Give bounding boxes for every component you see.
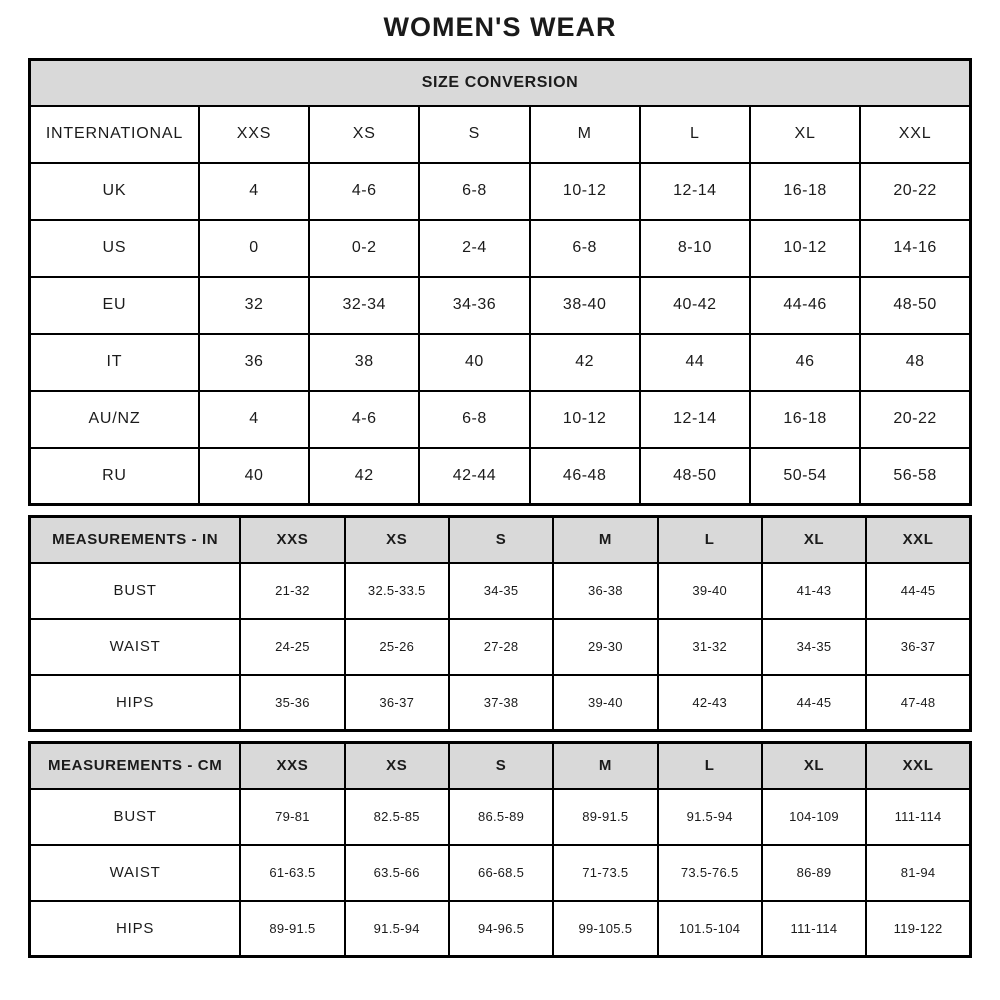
table-cell: 94-96.5 [449, 901, 553, 957]
column-header-row [30, 517, 971, 563]
table-cell: 46-48 [530, 448, 640, 505]
table-cell: 20-22 [860, 163, 970, 220]
table-row [30, 675, 971, 731]
column-header-row [30, 106, 971, 163]
table-row [30, 391, 971, 448]
table-cell: 35-36 [240, 675, 344, 731]
table-cell: 91.5-94 [658, 789, 762, 845]
table-cell: 50-54 [750, 448, 860, 505]
table-cell: 40-42 [640, 277, 750, 334]
table-cell: 40 [419, 334, 529, 391]
table-cell: 61-63.5 [240, 845, 344, 901]
table-cell: 29-30 [553, 619, 657, 675]
table-cell: 66-68.5 [449, 845, 553, 901]
table-cell: 32-34 [309, 277, 419, 334]
table-cell: 71-73.5 [553, 845, 657, 901]
row-label: UK [30, 163, 199, 220]
table-cell: 82.5-85 [345, 789, 449, 845]
table-cell: 36-38 [553, 563, 657, 619]
table-cell: 48 [860, 334, 970, 391]
column-header: L [640, 106, 750, 163]
row-label: HIPS [30, 675, 241, 731]
table-cell: 48-50 [860, 277, 970, 334]
table-cell: 42 [309, 448, 419, 505]
table-cell: 10-12 [530, 163, 640, 220]
table-cell: 47-48 [866, 675, 970, 731]
column-header: XXL [860, 106, 970, 163]
table-cell: 34-36 [419, 277, 529, 334]
column-header-row [30, 743, 971, 789]
row-label: BUST [30, 789, 241, 845]
table-cell: 12-14 [640, 391, 750, 448]
table-title: SIZE CONVERSION [30, 60, 971, 106]
table-row [30, 789, 971, 845]
table-row [30, 845, 971, 901]
row-label: WAIST [30, 619, 241, 675]
table-cell: 44-45 [762, 675, 866, 731]
table-cell: 21-32 [240, 563, 344, 619]
table-cell: 4-6 [309, 163, 419, 220]
table-row [30, 163, 971, 220]
table-cell: 2-4 [419, 220, 529, 277]
table-cell: 24-25 [240, 619, 344, 675]
table-cell: 4 [199, 163, 309, 220]
column-header: XS [309, 106, 419, 163]
table-cell: 32 [199, 277, 309, 334]
table-cell: 37-38 [449, 675, 553, 731]
table-cell: 36-37 [345, 675, 449, 731]
table-cell: 36-37 [866, 619, 970, 675]
table-cell: 63.5-66 [345, 845, 449, 901]
table-row [30, 277, 971, 334]
table-cell: 119-122 [866, 901, 970, 957]
row-label: WAIST [30, 845, 241, 901]
table-cell: 38 [309, 334, 419, 391]
row-label: AU/NZ [30, 391, 199, 448]
table-cell: 42-44 [419, 448, 529, 505]
table-cell: 44-46 [750, 277, 860, 334]
column-header: XXL [866, 517, 970, 563]
table-cell: 89-91.5 [553, 789, 657, 845]
measurements-cm-table [28, 741, 972, 958]
size-chart-sheet [28, 12, 972, 958]
table-cell: 38-40 [530, 277, 640, 334]
table-row [30, 220, 971, 277]
table-cell: 6-8 [530, 220, 640, 277]
table-cell: 4 [199, 391, 309, 448]
table-cell: 32.5-33.5 [345, 563, 449, 619]
table-cell: 42 [530, 334, 640, 391]
table-cell: 4-6 [309, 391, 419, 448]
table-cell: 111-114 [866, 789, 970, 845]
column-header: L [658, 743, 762, 789]
table-cell: 91.5-94 [345, 901, 449, 957]
column-header: MEASUREMENTS - CM [30, 743, 241, 789]
row-label: BUST [30, 563, 241, 619]
table-title-row [30, 60, 971, 106]
table-row [30, 448, 971, 505]
column-header: XL [750, 106, 860, 163]
row-label: RU [30, 448, 199, 505]
table-cell: 99-105.5 [553, 901, 657, 957]
column-header: L [658, 517, 762, 563]
row-label: HIPS [30, 901, 241, 957]
table-cell: 40 [199, 448, 309, 505]
column-header: XS [345, 517, 449, 563]
page-title: WOMEN'S WEAR [383, 12, 617, 42]
table-cell: 16-18 [750, 391, 860, 448]
table-cell: 79-81 [240, 789, 344, 845]
table-cell: 6-8 [419, 163, 529, 220]
table-cell: 34-35 [449, 563, 553, 619]
table-cell: 44 [640, 334, 750, 391]
column-header: XXS [240, 743, 344, 789]
table-cell: 0 [199, 220, 309, 277]
size-conversion-grid [28, 58, 972, 506]
table-cell: 12-14 [640, 163, 750, 220]
table-cell: 27-28 [449, 619, 553, 675]
table-cell: 39-40 [553, 675, 657, 731]
table-cell: 48-50 [640, 448, 750, 505]
column-header: XL [762, 743, 866, 789]
column-header: XXL [866, 743, 970, 789]
table-cell: 20-22 [860, 391, 970, 448]
table-row [30, 563, 971, 619]
column-header: M [553, 517, 657, 563]
column-header: XL [762, 517, 866, 563]
measurements-cm-grid [28, 741, 972, 958]
column-header: XXS [199, 106, 309, 163]
table-cell: 14-16 [860, 220, 970, 277]
table-cell: 89-91.5 [240, 901, 344, 957]
table-cell: 31-32 [658, 619, 762, 675]
row-label: EU [30, 277, 199, 334]
table-row [30, 334, 971, 391]
column-header: MEASUREMENTS - IN [30, 517, 241, 563]
table-cell: 73.5-76.5 [658, 845, 762, 901]
table-cell: 16-18 [750, 163, 860, 220]
table-cell: 10-12 [530, 391, 640, 448]
row-label: IT [30, 334, 199, 391]
column-header: S [449, 517, 553, 563]
column-header: XXS [240, 517, 344, 563]
table-cell: 86-89 [762, 845, 866, 901]
table-cell: 42-43 [658, 675, 762, 731]
column-header: INTERNATIONAL [30, 106, 199, 163]
column-header: M [530, 106, 640, 163]
table-cell: 81-94 [866, 845, 970, 901]
table-cell: 86.5-89 [449, 789, 553, 845]
table-cell: 101.5-104 [658, 901, 762, 957]
measurements-in-grid [28, 515, 972, 732]
column-header: S [449, 743, 553, 789]
table-cell: 41-43 [762, 563, 866, 619]
column-header: S [419, 106, 529, 163]
table-cell: 34-35 [762, 619, 866, 675]
column-header: M [553, 743, 657, 789]
table-cell: 6-8 [419, 391, 529, 448]
row-label: US [30, 220, 199, 277]
column-header: XS [345, 743, 449, 789]
table-cell: 56-58 [860, 448, 970, 505]
table-cell: 36 [199, 334, 309, 391]
table-cell: 0-2 [309, 220, 419, 277]
measurements-in-table [28, 515, 972, 732]
table-cell: 44-45 [866, 563, 970, 619]
table-cell: 8-10 [640, 220, 750, 277]
table-cell: 46 [750, 334, 860, 391]
table-row [30, 901, 971, 957]
table-row [30, 619, 971, 675]
table-cell: 104-109 [762, 789, 866, 845]
size-conversion-table [28, 58, 972, 506]
table-cell: 111-114 [762, 901, 866, 957]
table-cell: 39-40 [658, 563, 762, 619]
table-cell: 10-12 [750, 220, 860, 277]
table-cell: 25-26 [345, 619, 449, 675]
